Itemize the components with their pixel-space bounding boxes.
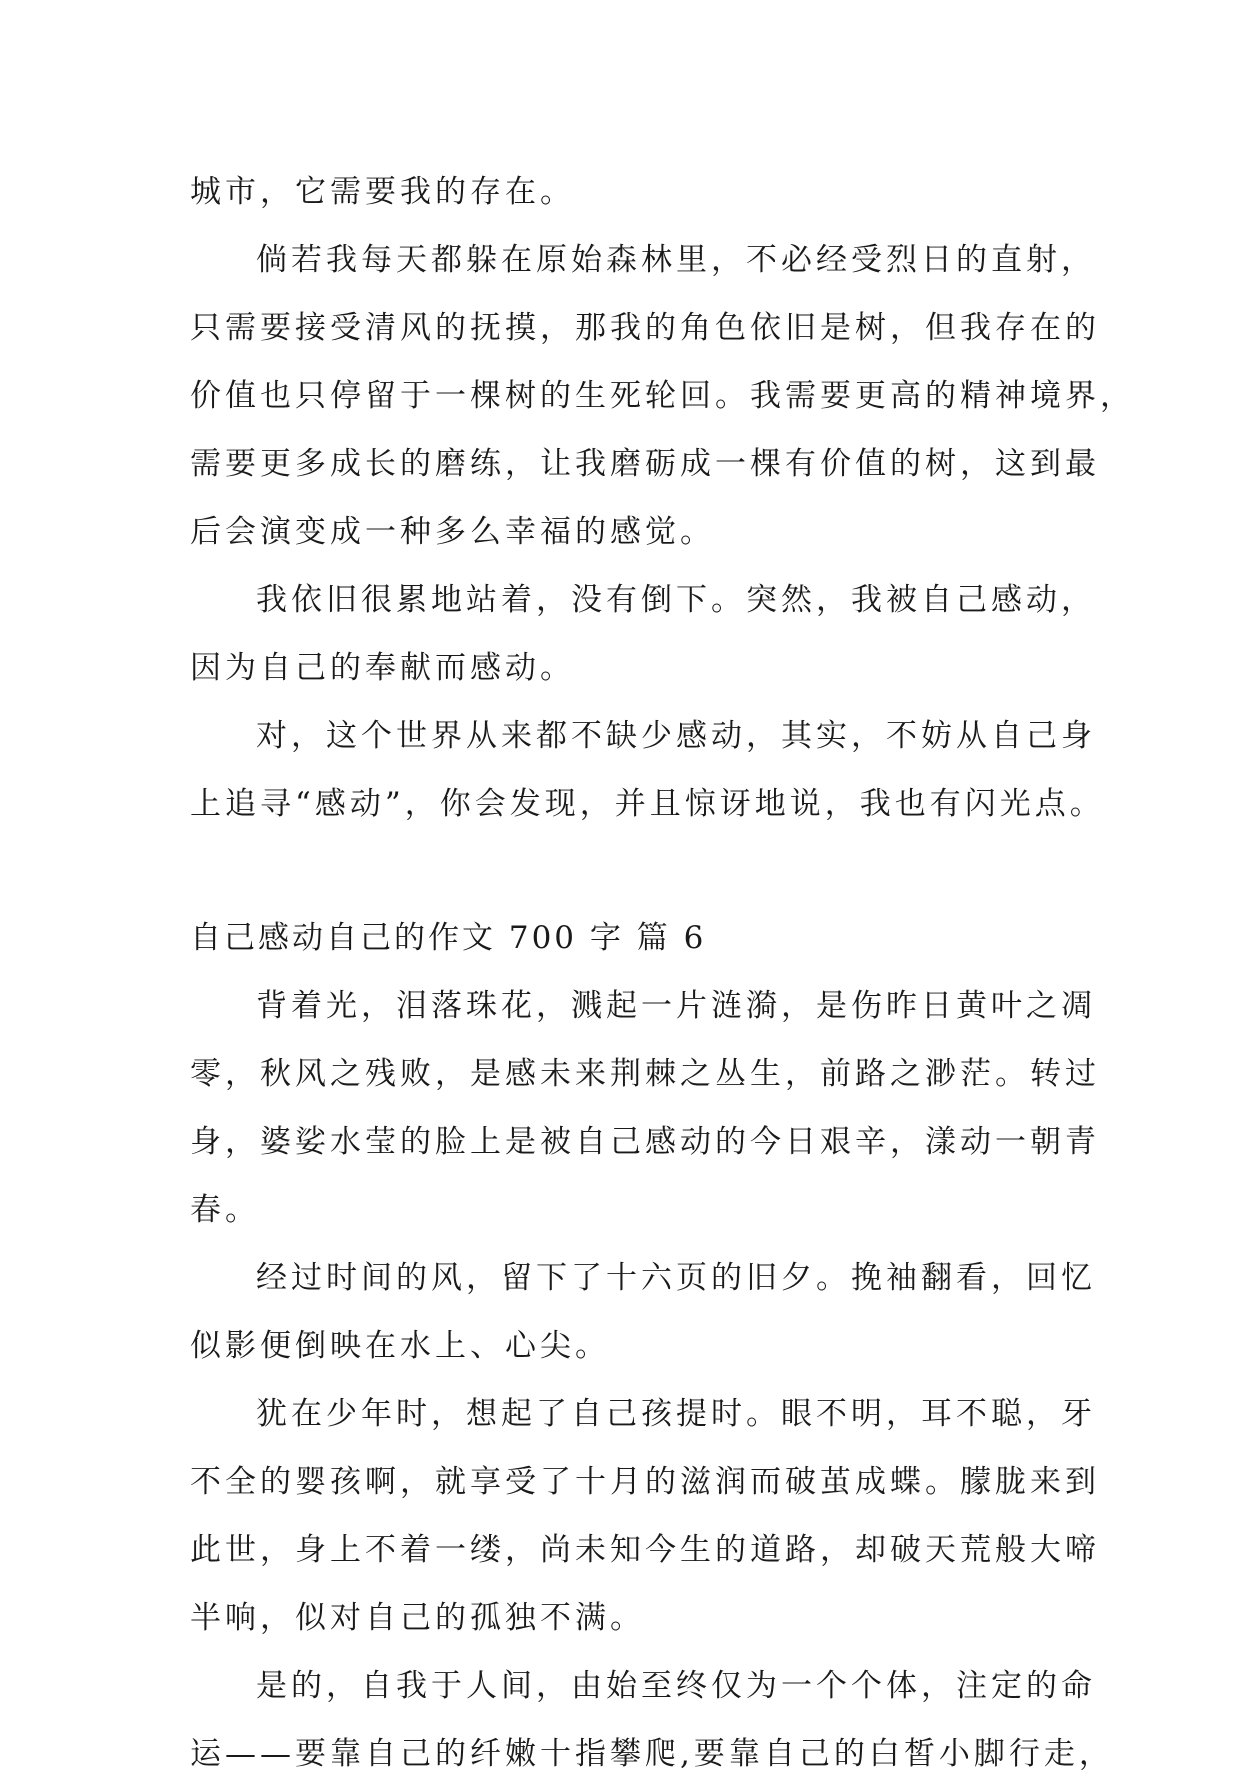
text-line: 身，婆娑水莹的脸上是被自己感动的今日艰辛，漾动一朝青	[190, 1124, 1100, 1160]
text-line: 价值也只停留于一棵树的生死轮回。我需要更高的精神境界，	[190, 378, 1135, 414]
text-line: 需要更多成长的磨练，让我磨砺成一棵有价值的树，这到最	[190, 446, 1100, 482]
text-line: 上追寻“感动”，你会发现，并且惊讶地说，我也有闪光点。	[190, 786, 1105, 822]
paragraph-4	[190, 702, 1105, 838]
text-line: 半响，似对自己的孤独不满。	[190, 1600, 645, 1636]
text-line: 我依旧很累地站着，没有倒下。突然，我被自己感动，	[256, 582, 1096, 618]
text-line: 后会演变成一种多么幸福的感觉。	[190, 514, 715, 550]
paragraph-6	[190, 1244, 1096, 1380]
paragraph-7	[190, 1380, 1100, 1652]
paragraph-5	[190, 972, 1100, 1244]
paragraph-1	[190, 158, 1070, 226]
text-line: 经过时间的风，留下了十六页的旧夕。挽袖翻看，回忆	[256, 1260, 1096, 1296]
paragraph-8	[190, 1652, 1114, 1788]
paragraph-3	[190, 566, 1096, 702]
text-line: 倘若我每天都躲在原始森林里，不必经受烈日的直射，	[256, 242, 1096, 278]
text-line: 背着光，泪落珠花，溅起一片涟漪，是伤昨日黄叶之凋	[256, 988, 1096, 1024]
text-line: 因为自己的奉献而感动。	[190, 650, 575, 686]
section-spacer	[190, 838, 1070, 904]
section-heading: 自己感动自己的作文 700 字 篇 6	[190, 920, 707, 956]
text-line: 对，这个世界从来都不缺少感动，其实，不妨从自己身	[256, 718, 1096, 754]
text-line: 城市，它需要我的存在。	[190, 174, 575, 210]
text-line: 春。	[190, 1192, 260, 1228]
document-body	[190, 158, 1135, 1788]
text-line: 犹在少年时，想起了自己孩提时。眼不明，耳不聪，牙	[256, 1396, 1096, 1432]
text-line: 不全的婴孩啊，就享受了十月的滋润而破茧成蝶。朦胧来到	[190, 1464, 1100, 1500]
text-line: 只需要接受清风的抚摸，那我的角色依旧是树，但我存在的	[190, 310, 1100, 346]
text-line: 是的，自我于人间，由始至终仅为一个个体，注定的命	[256, 1668, 1096, 1704]
text-line: 零，秋风之残败，是感未来荆棘之丛生，前路之渺茫。转过	[190, 1056, 1100, 1092]
paragraph-2	[190, 226, 1135, 566]
text-line: 运——要靠自己的纤嫩十指攀爬,要靠自己的白皙小脚行走，	[190, 1736, 1114, 1772]
text-line: 此世，身上不着一缕，尚未知今生的道路，却破天荒般大啼	[190, 1532, 1100, 1568]
text-line: 似影便倒映在水上、心尖。	[190, 1328, 610, 1364]
